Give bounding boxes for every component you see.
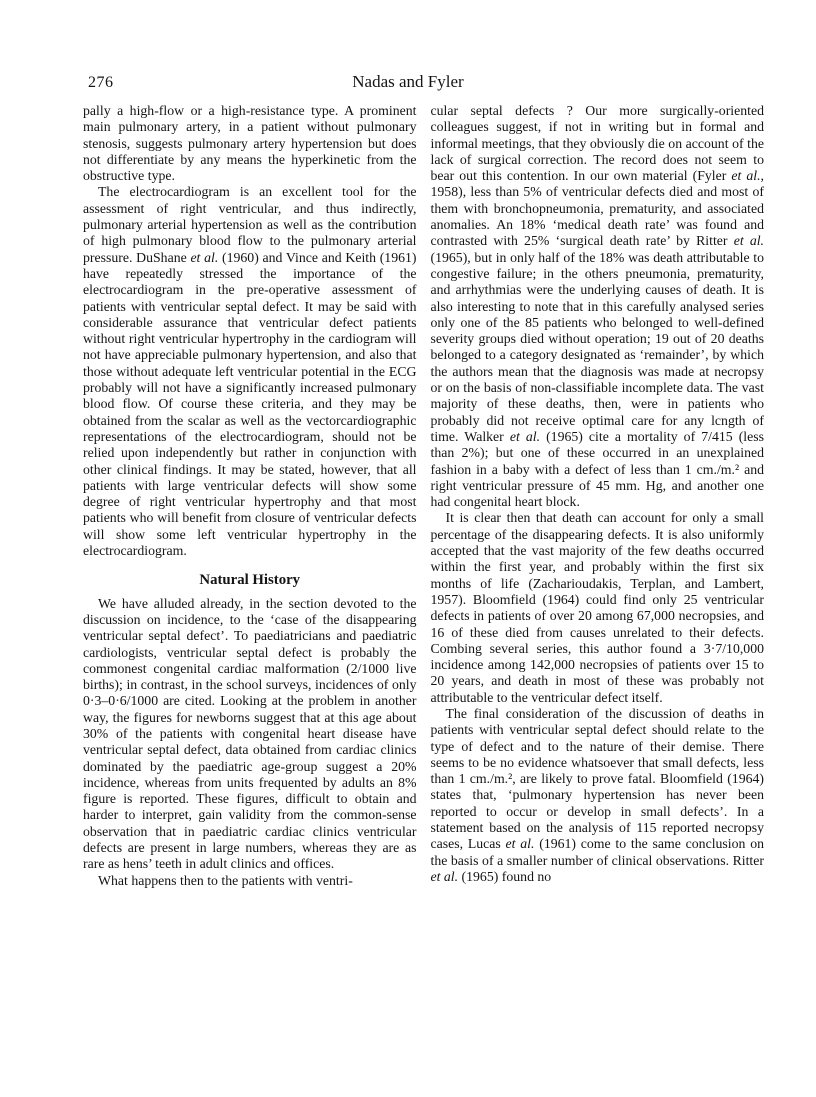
citation-et-al: et al. [731,168,761,184]
text-run: (1965) found no [458,868,552,884]
text-run: The final consideration of the discussion of deaths in patients with ventricular septal defect should relate to the type of defect and to the nature of their demise. There seems to be no evidence whatsoever that small defects, less than 1 cm./m.², are likely to prove fatal. Bloomfield (1964) states that, ‘pulmonary hypertension has never been reported to occur or develop in small defects’. In a statement based on the analysis of 115 reported necropsy cases, Lucas [430,705,764,852]
citation-et-al: et al. [733,233,765,249]
text-run: What happens then to the patients with ventri- [98,872,353,888]
paragraph [83,596,417,873]
two-column-text [83,103,764,889]
paragraph [431,103,765,510]
text-run: (1960) and Vince and Keith (1961) have repeatedly stressed the importance of the electrocardiogram in the pre-operative assessment of patients with ventricular septal defect. It may be said with considerable assurance that ventricular defect patients without right ventricular hypertrophy in the cardiogram will not have appreciable pulmonary hypertension, and also that those without adequate left ventricular potential in the ECG probably will not have a significantly increased pulmonary blood flow. Of course these criteria, and they may be obtained from the scalar as well as the vectorcardiographic representations of the electrocardiogram, should not be relied upon independently but rather in conjunction with other clinical findings. It may be stated, however, that all patients with large ventricular defects will show some degree of right ventricular hypertrophy and that most patients who will benefit from closure of ventricular defects will show some left ventricular hypertrophy in the electrocardiogram. [83,249,417,559]
paragraph [83,103,417,184]
text-run: It is clear then that death can account for only a small percentage of the disappearing defects. It is also uniformly accepted that the vast majority of the few deaths occurred within the first year, and probably within the first six months of life (Zacharioudakis, Terplan, and Lambert, 1957). Bloomfield (1964) could find only 25 ventricular defects in patients of over 20 among 67,000 necropsies, and 16 of these died from causes unrelated to their defects. Combing several series, this author found a 3·7/10,000 incidence among 142,000 necropsies of patients over 15 to 20 years, and death in most of these was probably not attributable to the ventricular defect itself. [430,510,764,705]
text-run: , 1958), less than 5% of ventricular defects died and most of them with bronchopneumonia, prematurity, and associated anomalies. An 18% ‘medical death rate’ was found and contrasted with 25% ‘surgical death rate’ by Ritter [430,168,764,249]
running-title: Nadas and Fyler [352,72,464,91]
right-column [431,103,765,889]
page-header [0,72,816,94]
paragraph [431,510,765,706]
text-run: The electrocardiogram is an excellent tool for the assessment of right ventricular, and thus indirectly, pulmonary arterial hypertension as well as the contribution of high pulmonary blood flow to the pulmonary arterial pressure. DuShane [83,184,417,265]
text-run: pally a high-flow or a high-resistance type. A prominent main pulmonary artery, in a patient without pulmonary stenosis, suggests pulmonary artery hypertension but does not differentiate by any means the hyperkinetic from the obstructive type. [83,103,417,184]
text-run: (1961) come to the same conclusion on the basis of a smaller number of clinical observations. Ritter [430,836,764,868]
citation-et-al: et al. [509,428,541,444]
text-run: cular septal defects ? Our more surgically-oriented colleagues suggest, if not in writing but in formal and informal meetings, that they obviously die on account of the lack of surgical correction. The record does not seem to bear out this contention. In our own material (Fyler [430,103,764,184]
left-column [83,103,417,889]
section-heading: Natural History [199,572,301,589]
citation-et-al: et al. [190,249,219,265]
page-number: 276 [88,74,114,91]
text-run: (1965) cite a mortality of 7/415 (less than 2%); but one of these occurred in an unexplained fashion in a baby with a defect of less than 1 cm./m.² and right ventricular pressure of 45 mm. Hg, and another one had congenital heart block. [430,428,764,510]
citation-et-al: et al. [505,836,535,852]
paragraph [83,873,417,889]
citation-et-al: et al. [430,868,459,884]
paragraph [83,184,417,559]
text-run: We have alluded already, in the section devoted to the discussion on incidence, to the ‘case of the disappearing ventricular septal defect’. To paediatricians and paediatric cardiologists, ventricular septal defect is probably the commonest congenital cardiac malformation (2/1000 live births); in contrast, in the school surveys, incidences of only 0·3–0·6/1000 are cited. Looking at the problem in another way, the figures for newborns suggest that at this age about 30% of the patients with congenital heart disease have ventricular septal defect, data obtained from cardiac clinics dominated by the paediatric age-group suggest a 20% incidence, whereas from units frequented by adults an 8% figure is reported. These figures, difficult to obtain and harder to interpret, gain validity from the common-sense observation that in paediatric cardiac clinics ventricular defects are present in large numbers, whereas they are as rare as hens’ teeth in adult clinics and offices. [83,595,417,872]
paragraph [431,706,765,885]
text-run: (1965), but in only half of the 18% was death attributable to congestive failure; in the others pneumonia, prematurity, and arrhythmias were the underlying causes of death. It is also interesting to note that in this carefully analysed series only one of the 85 patients who belonged to well-defined severity groups died without operation; 19 out of 20 deaths belonged to a category designated as ‘remainder’, by which the authors mean that the diagnosis was made at necropsy or on the basis of non-classifiable incomplete data. The vast majority of these deaths, then, were in patients who probably did not receive optimal care for any lcngth of time. Walker [430,249,764,444]
